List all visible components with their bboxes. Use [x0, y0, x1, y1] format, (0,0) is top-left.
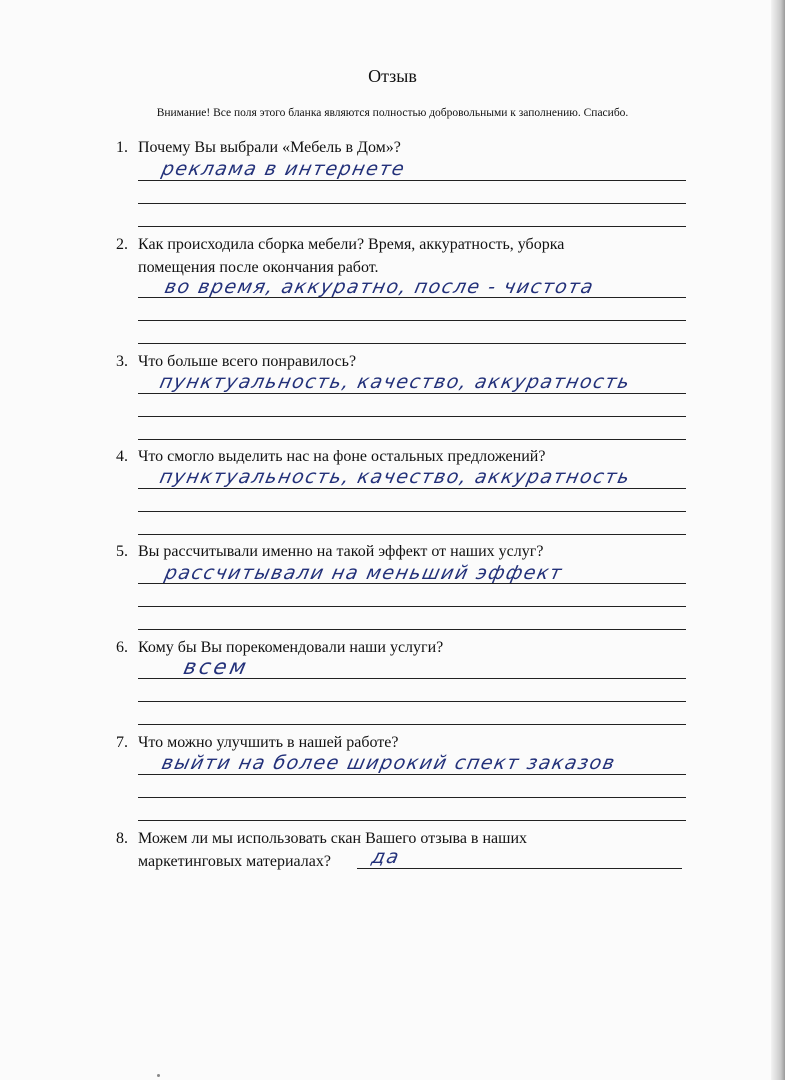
answer-line	[138, 320, 686, 321]
scan-speck	[157, 1074, 160, 1077]
answer-7: выйти на более широкий спект заказов	[159, 752, 618, 774]
question-text: Вы рассчитывали именно на такой эффект от наших услуг?	[138, 543, 544, 560]
question-number: 6.	[116, 639, 128, 656]
answer-line	[138, 629, 686, 630]
answer-line	[138, 606, 686, 607]
answer-2: во время, аккуратно, после - чистота	[162, 276, 597, 298]
answer-line	[138, 393, 686, 394]
question-2	[116, 233, 565, 276]
question-7	[116, 731, 398, 754]
question-text: Что больше всего понравилось?	[138, 353, 357, 370]
answer-line	[138, 534, 686, 535]
answer-6: всем	[181, 655, 252, 679]
answer-3: пунктуальность, качество, аккуратность	[157, 371, 633, 393]
answer-line	[138, 678, 686, 679]
answer-line	[138, 343, 686, 344]
form-title: Отзыв	[368, 66, 417, 86]
question-6	[116, 636, 443, 659]
question-text: Что смогло выделить нас на фоне остальных предложений?	[138, 448, 546, 465]
answer-line	[357, 868, 682, 869]
answer-5: рассчитывали на меньший эффект	[162, 562, 565, 584]
answer-line	[138, 797, 686, 798]
answer-line	[138, 203, 686, 204]
answer-line	[138, 511, 686, 512]
question-number: 7.	[116, 734, 128, 751]
answer-line	[138, 774, 686, 775]
answer-line	[138, 724, 686, 725]
question-text-continued: маркетинговых материалах?	[138, 853, 331, 870]
question-3	[116, 350, 356, 373]
answer-line	[138, 488, 686, 489]
answer-line	[138, 416, 686, 417]
answer-line	[138, 439, 686, 440]
question-text: Почему Вы выбрали «Мебель в Дом»?	[138, 139, 401, 156]
question-number: 1.	[116, 139, 128, 156]
question-number: 2.	[116, 236, 128, 253]
question-text: Можем ли мы использовать скан Вашего отзыва в наших	[138, 830, 528, 847]
answer-line	[138, 297, 686, 298]
question-number: 4.	[116, 448, 128, 465]
answer-1: реклама в интернете	[159, 158, 408, 180]
question-5	[116, 540, 543, 563]
question-text: Как происходила сборка мебели? Время, аккуратность, уборка	[138, 236, 565, 253]
scan-page-edge	[771, 0, 785, 1080]
question-text: Что можно улучшить в нашей работе?	[138, 734, 399, 751]
question-number: 5.	[116, 543, 128, 560]
question-1	[116, 136, 401, 159]
question-number: 3.	[116, 353, 128, 370]
answer-line	[138, 226, 686, 227]
answer-8: да	[369, 846, 403, 868]
answer-line	[138, 180, 686, 181]
question-number: 8.	[116, 830, 128, 847]
question-4	[116, 445, 545, 468]
question-text-continued: помещения после окончания работ.	[138, 259, 379, 276]
question-text: Кому бы Вы порекомендовали наши услуги?	[138, 639, 444, 656]
answer-4: пунктуальность, качество, аккуратность	[157, 466, 633, 488]
answer-line	[138, 701, 686, 702]
form-notice: Внимание! Все поля этого бланка являются полностью добровольными к заполнению. Спасибо.	[156, 107, 629, 119]
answer-line	[138, 820, 686, 821]
answer-line	[138, 583, 686, 584]
